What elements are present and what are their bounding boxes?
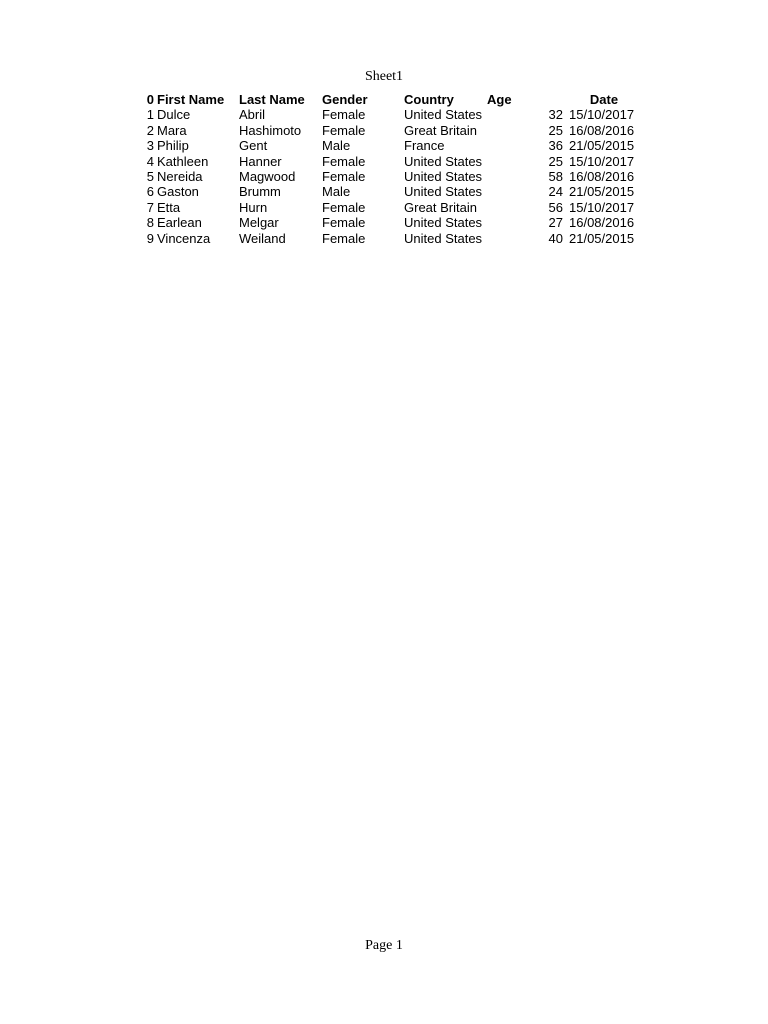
- cell-date: 15/10/2017: [569, 153, 635, 169]
- page-header-title: Sheet1: [364, 69, 404, 84]
- cell-index: 4: [146, 153, 154, 169]
- cell-last-name: Hurn: [239, 199, 268, 215]
- cell-first-name: Dulce: [157, 107, 191, 123]
- cell-age: 58: [548, 169, 563, 185]
- cell-date: 16/08/2016: [569, 215, 635, 231]
- cell-gender: Female: [322, 199, 366, 215]
- cell-index: 2: [146, 122, 154, 138]
- cell-date: 21/05/2015: [569, 184, 635, 200]
- cell-first-name: Nereida: [157, 169, 203, 185]
- table-row: [142, 138, 639, 153]
- cell-age: 40: [548, 230, 563, 246]
- cell-gender: Female: [322, 169, 366, 185]
- cell-age: 32: [548, 107, 563, 123]
- cell-index: 7: [146, 199, 154, 215]
- cell-gender: Female: [322, 122, 366, 138]
- table-header-row: [142, 92, 639, 107]
- cell-first-name: Earlean: [157, 215, 202, 231]
- cell-gender: Female: [322, 153, 366, 169]
- table-row: [142, 231, 639, 246]
- column-header-last-name: Last Name: [239, 92, 305, 107]
- cell-first-name: Philip: [157, 138, 189, 154]
- column-header-age: Age: [487, 92, 512, 107]
- cell-gender: Male: [322, 184, 351, 200]
- cell-first-name: Mara: [157, 122, 187, 138]
- cell-age: 25: [548, 153, 563, 169]
- cell-gender: Female: [322, 107, 366, 123]
- cell-index: 1: [146, 107, 154, 123]
- cell-date: 21/05/2015: [569, 138, 635, 154]
- table-row: [142, 215, 639, 230]
- cell-date: 15/10/2017: [569, 199, 635, 215]
- cell-country: United States: [404, 153, 483, 169]
- column-header-gender: Gender: [322, 92, 368, 107]
- cell-first-name: Kathleen: [157, 153, 209, 169]
- cell-country: United States: [404, 215, 483, 231]
- cell-last-name: Gent: [239, 138, 268, 154]
- cell-last-name: Hashimoto: [239, 122, 302, 138]
- column-header-index: 0: [146, 92, 154, 107]
- cell-gender: Female: [322, 230, 366, 246]
- cell-last-name: Brumm: [239, 184, 281, 200]
- column-header-date: Date: [589, 92, 619, 107]
- cell-age: 24: [548, 184, 563, 200]
- cell-index: 5: [146, 169, 154, 185]
- cell-last-name: Hanner: [239, 153, 282, 169]
- cell-date: 21/05/2015: [569, 230, 635, 246]
- cell-gender: Female: [322, 215, 366, 231]
- data-table: [142, 92, 639, 246]
- cell-gender: Male: [322, 138, 351, 154]
- table-row: [142, 123, 639, 138]
- table-row: [142, 200, 639, 215]
- cell-last-name: Abril: [239, 107, 266, 123]
- page-footer-number: Page 1: [365, 938, 403, 953]
- cell-last-name: Magwood: [239, 169, 296, 185]
- cell-date: 16/08/2016: [569, 122, 635, 138]
- table-row: [142, 169, 639, 184]
- cell-date: 15/10/2017: [569, 107, 635, 123]
- cell-age: 27: [548, 215, 563, 231]
- cell-first-name: Etta: [157, 199, 181, 215]
- column-header-country: Country: [404, 92, 454, 107]
- cell-last-name: Melgar: [239, 215, 279, 231]
- cell-date: 16/08/2016: [569, 169, 635, 185]
- cell-index: 6: [146, 184, 154, 200]
- cell-age: 25: [548, 122, 563, 138]
- table-row: [142, 184, 639, 199]
- cell-country: Great Britain: [404, 199, 477, 215]
- cell-index: 8: [146, 215, 154, 231]
- cell-index: 9: [146, 230, 154, 246]
- table-row: [142, 107, 639, 122]
- cell-first-name: Gaston: [157, 184, 199, 200]
- cell-age: 56: [548, 199, 563, 215]
- cell-country: United States: [404, 184, 483, 200]
- cell-country: United States: [404, 169, 483, 185]
- cell-country: United States: [404, 230, 483, 246]
- table-row: [142, 154, 639, 169]
- cell-age: 36: [548, 138, 563, 154]
- cell-last-name: Weiland: [239, 230, 286, 246]
- cell-index: 3: [146, 138, 154, 154]
- cell-country: France: [404, 138, 445, 154]
- cell-country: United States: [404, 107, 483, 123]
- column-header-first-name: First Name: [157, 92, 225, 107]
- cell-country: Great Britain: [404, 122, 477, 138]
- cell-first-name: Vincenza: [157, 230, 211, 246]
